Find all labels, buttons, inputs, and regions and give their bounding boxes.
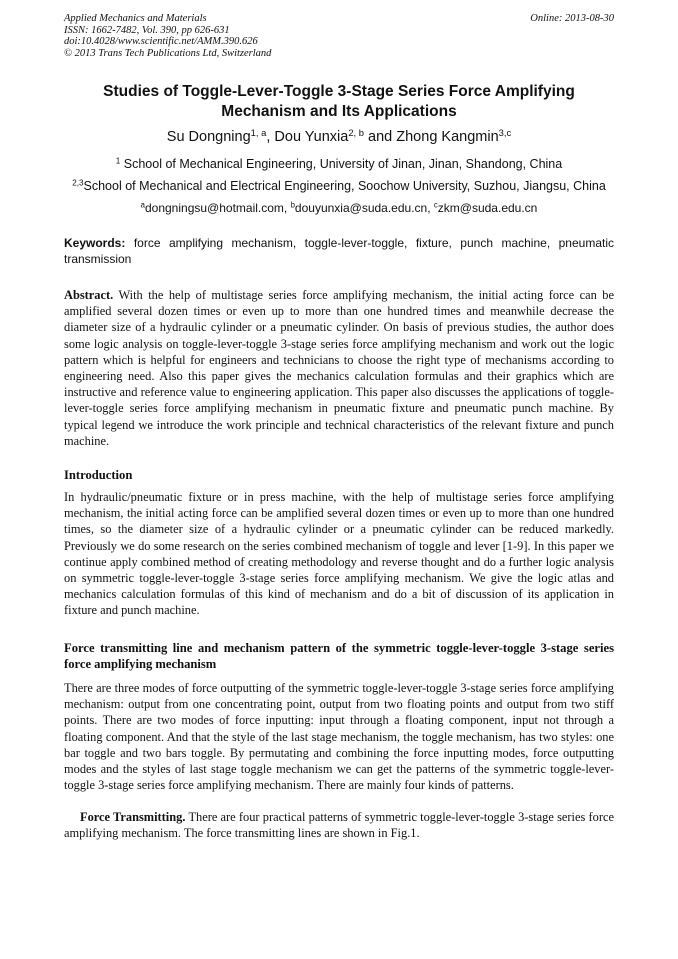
doi-line: doi:10.4028/www.scientific.net/AMM.390.626 xyxy=(64,36,258,47)
email-list xyxy=(64,200,614,216)
affiliation-2 xyxy=(40,178,638,194)
affiliation-superscript: 1 xyxy=(115,156,121,166)
section-heading: Force transmitting line and mechanism pattern of the symmetric toggle-lever-toggle 3-stage series force amplifying mechanism xyxy=(64,641,614,672)
author-separator: , xyxy=(266,129,275,145)
email-superscript: c xyxy=(433,200,438,210)
keywords-block xyxy=(64,235,614,267)
force-transmitting-text: There are four practical patterns of symmetric toggle-lever-toggle 3-stage series force amplifying mechanism. The force transmitting lines are shown in Fig.1. xyxy=(64,810,614,841)
author-name: Su Dongning xyxy=(166,129,251,145)
email-address: douyunxia@suda.edu.cn, xyxy=(294,201,434,215)
keywords-text: force amplifying mechanism, toggle-lever-toggle, fixture, punch machine, pneumatic transmission xyxy=(64,236,614,266)
abstract-block xyxy=(64,287,614,449)
author-separator: and xyxy=(364,129,397,145)
affiliation-text: School of Mechanical and Electrical Engineering, Soochow University, Suzhou, Jiangsu, China xyxy=(83,179,606,193)
copyright-line: © 2013 Trans Tech Publications Ltd, Switzerland xyxy=(64,47,272,59)
online-date: Online: 2013-08-30 xyxy=(530,13,614,24)
introduction-text: In hydraulic/pneumatic fixture or in press machine, with the help of multistage series force amplifying mechanism, the initial acting force can be amplified several dozen times or even up to more than one hundred times, so the diameter size of a hydraulic cylinder or a pneumatic cylinder can be reduced markedly. Previously we do some research on the series combined mechanism of toggle and lever [1-9]. In this paper we continue apply combined method of creating methodology and reverse thought and do a further logic analysis on symmetric toggle-lever-toggle 3-stage series force amplifying mechanism. We give the logic atlas and mechanics calculation formulas of this kind of mechanism and do a bit of discussion of its application in fixture and punch machine. xyxy=(64,490,614,618)
author-name: Dou Yunxia xyxy=(274,129,349,145)
journal-name: Applied Mechanics and Materials xyxy=(64,13,207,24)
force-transmitting-paragraph xyxy=(64,809,614,841)
journal-header xyxy=(64,13,614,59)
email-address: zkm@suda.edu.cn xyxy=(437,201,538,215)
author-name: Zhong Kangmin xyxy=(396,129,499,145)
affiliation-superscript: 2,3 xyxy=(72,178,84,188)
section-text: There are three modes of force outputting of the symmetric toggle-lever-toggle 3-stage series force amplifying mechanism: output from one concentrating point, output from two floating points and output from two stiff points. There are two modes of force inputting: input through a floating component, input not through a floating component. And that the style of the last stage mechanism, the toggle mechanism, has two styles: one bar toggle and two bars toggle. By permutating and combining the force inputting modes, force outputting modes and the styles of last stage toggle mechanism we can get the patterns of the symmetric toggle-lever-toggle 3-stage series force amplifying mechanism. There are mainly four kinds of patterns. xyxy=(64,681,614,793)
affiliation-1 xyxy=(40,156,638,172)
keywords-label: Keywords: xyxy=(64,236,126,250)
author-superscript: 2, b xyxy=(348,126,365,138)
email-address: dongningsu@hotmail.com, xyxy=(144,201,291,215)
issn-line: ISSN: 1662-7482, Vol. 390, pp 626-631 xyxy=(64,24,230,36)
email-superscript: a xyxy=(140,200,145,210)
abstract-text: With the help of multistage series force amplifying mechanism, the initial acting force can be amplified several dozen times or even up to more than one hundred times and meanwhile decrease the diameter size of a hydraulic cylinder or a pneumatic cylinder. On basis of previous studies, the author does some logic analysis on toggle-lever-toggle 3-stage series force amplifying mechanism and work out the logic pattern which is helpful for engineers and technicians to choose the right type of mechanisms according to engineering need. Also this paper gives the mechanics calculation formulas and their graphics which are instructive and reference value to engineering application. This paper also discusses the applications of toggle-lever-toggle series force amplifying mechanism in pneumatic fixture and pneumatic punch machine. By typical legend we introduce the work principle and technical characteristics of the relevant fixture and punch machine. xyxy=(64,288,614,448)
author-superscript: 3,c xyxy=(498,126,512,138)
author-superscript: 1, a xyxy=(250,126,267,138)
force-transmitting-label: Force Transmitting. xyxy=(80,810,186,824)
abstract-label: Abstract. xyxy=(64,288,114,302)
author-list xyxy=(64,128,614,146)
email-superscript: b xyxy=(290,200,295,210)
paper-title: Studies of Toggle-Lever-Toggle 3-Stage Series Force Amplifying Mechanism and Its Applications xyxy=(103,83,575,120)
affiliation-text: School of Mechanical Engineering, University of Jinan, Jinan, Shandong, China xyxy=(120,157,563,171)
introduction-heading: Introduction xyxy=(64,468,133,482)
